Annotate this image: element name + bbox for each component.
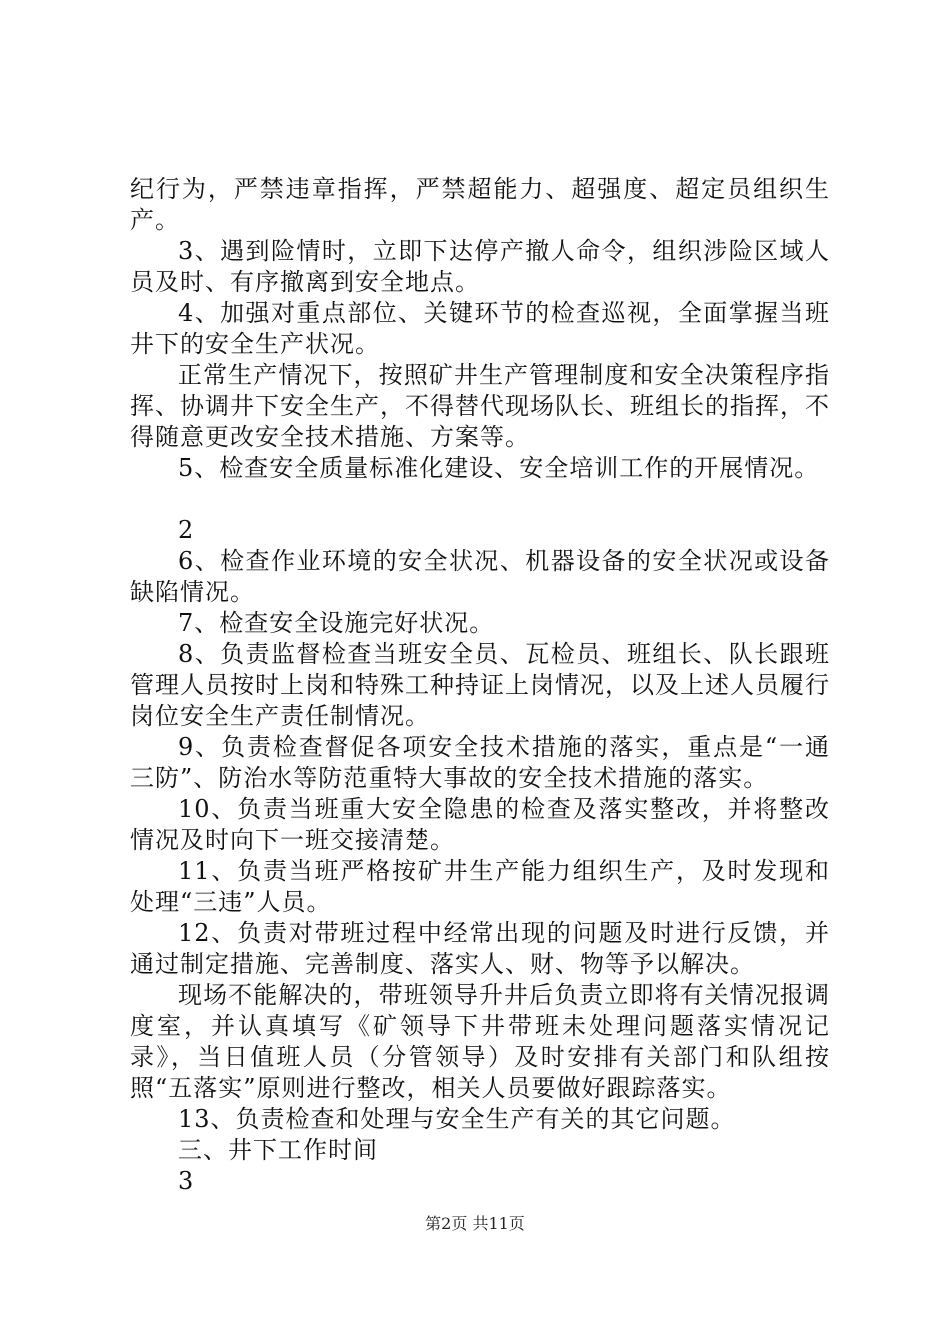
- paragraph: 现场不能解决的，带班领导升井后负责立即将有关情况报调度室，并认真填写《矿领导下井带班未处理问题落实情况记录》，当日值班人员（分管领导）及时安排有关部门和队组按照“五落实”原则进行整改，相关人员要做好跟踪落实。: [130, 981, 830, 1102]
- paragraph: 正常生产情况下，按照矿井生产管理制度和安全决策程序指挥、协调井下安全生产，不得替代现场队长、班组长的指挥，不得随意更改安全技术措施、方案等。: [130, 361, 830, 451]
- paragraph: 三、井下工作时间: [178, 1136, 378, 1164]
- spacer: [130, 484, 830, 515]
- paragraph: 4、加强对重点部位、关键环节的检查巡视，全面掌握当班井下的安全生产状况。: [130, 299, 830, 358]
- paragraph: 7、检查安全设施完好状况。: [178, 609, 495, 637]
- paragraph-group-top: [130, 174, 830, 484]
- inline-page-marker: 2: [178, 516, 194, 544]
- paragraph: 8、负责监督检查当班安全员、瓦检员、班组长、队长跟班管理人员按时上岗和特殊工种持证上岗情况，以及上述人员履行岗位安全生产责任制情况。: [130, 640, 830, 730]
- document-body: [130, 174, 830, 1197]
- paragraph: 纪行为，严禁违章指挥，严禁超能力、超强度、超定员组织生产。: [130, 175, 830, 234]
- paragraph: 12、负责对带班过程中经常出现的问题及时进行反馈，并通过制定措施、完善制度、落实人、财、物等予以解决。: [130, 919, 830, 978]
- inline-page-marker: 3: [178, 1167, 194, 1195]
- paragraph: 13、负责检查和处理与安全生产有关的其它问题。: [178, 1105, 736, 1133]
- paragraph: 6、检查作业环境的安全状况、机器设备的安全状况或设备缺陷情况。: [130, 547, 830, 606]
- paragraph: 9、负责检查督促各项安全技术措施的落实，重点是“一通三防”、防治水等防范重特大事故的安全技术措施的落实。: [130, 733, 830, 792]
- paragraph: 10、负责当班重大安全隐患的检查及落实整改，并将整改情况及时向下一班交接清楚。: [130, 795, 830, 854]
- page-footer: 第2页 共11页: [425, 1214, 525, 1233]
- paragraph: 5、检查安全质量标准化建设、安全培训工作的开展情况。: [178, 454, 820, 482]
- paragraph-group-bottom: [130, 546, 830, 1166]
- paragraph: 3、遇到险情时，立即下达停产撤人命令，组织涉险区域人员及时、有序撤离到安全地点。: [130, 237, 830, 296]
- paragraph: 11、负责当班严格按矿井生产能力组织生产，及时发现和处理“三违”人员。: [130, 857, 830, 916]
